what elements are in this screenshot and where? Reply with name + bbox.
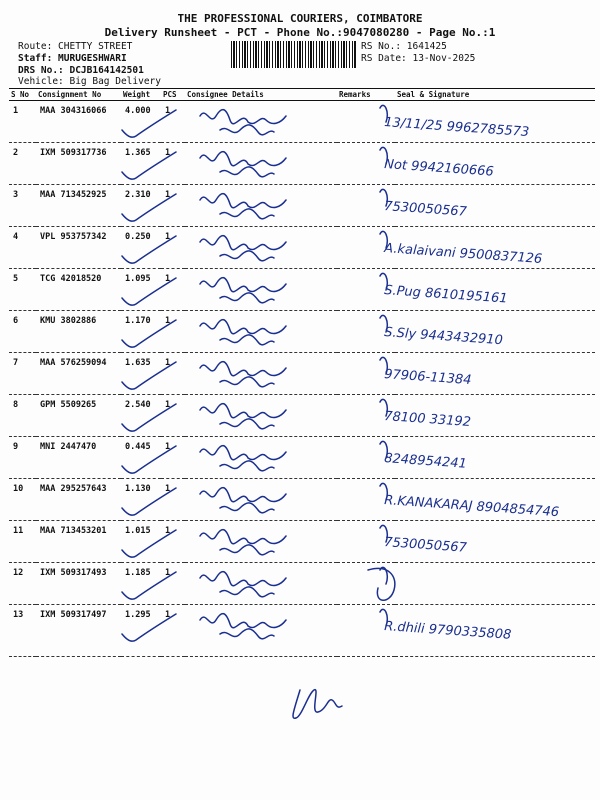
row-weight: 1.130 — [121, 479, 161, 521]
row-pcs: 1 — [161, 185, 185, 227]
consignee-handwriting — [200, 320, 286, 334]
consignee-handwriting — [200, 278, 286, 292]
row-sno: 12 — [9, 563, 36, 605]
col-sno: S No — [9, 89, 36, 101]
row-weight: 4.000 — [121, 101, 161, 143]
row-sno: 4 — [9, 227, 36, 269]
row-weight: 1.015 — [121, 521, 161, 563]
row-consignment: IXM 509317497 — [36, 605, 121, 657]
row-weight: 0.250 — [121, 227, 161, 269]
row-pcs: 1 — [161, 269, 185, 311]
signature-text: A.kalaivani 9500837126 — [383, 241, 543, 268]
signature-text: 97906-11384 — [383, 367, 472, 389]
row-sno: 13 — [9, 605, 36, 657]
consignee-handwriting — [220, 209, 274, 219]
check-mark-icon — [122, 362, 176, 389]
check-mark-icon — [122, 614, 176, 641]
row-pcs: 1 — [161, 521, 185, 563]
col-consignment: Consignment No — [36, 89, 121, 101]
row-consignment: MNI 2447470 — [36, 437, 121, 479]
row-consignment: MAA 576259094 — [36, 353, 121, 395]
row-pcs: 1 — [161, 101, 185, 143]
consignee-handwriting — [220, 419, 274, 429]
row-sno: 6 — [9, 311, 36, 353]
route-label: Route: CHETTY STREET — [18, 41, 133, 52]
row-sno: 5 — [9, 269, 36, 311]
row-consignment: TCG 42018520 — [36, 269, 121, 311]
row-weight: 2.310 — [121, 185, 161, 227]
company-title: THE PROFESSIONAL COURIERS, COIMBATORE — [177, 12, 423, 25]
row-consignment: VPL 953757342 — [36, 227, 121, 269]
row-sno: 9 — [9, 437, 36, 479]
consignee-handwriting — [220, 545, 274, 555]
staff-label: Staff: MURUGESHWARI — [18, 53, 127, 64]
consignee-handwriting — [220, 125, 274, 135]
signature-text: S.Sly 9443432910 — [383, 325, 504, 349]
row-sno: 10 — [9, 479, 36, 521]
row-consignment: MAA 713452925 — [36, 185, 121, 227]
row-weight: 1.635 — [121, 353, 161, 395]
consignee-handwriting — [220, 335, 274, 345]
consignee-handwriting — [220, 377, 274, 387]
row-weight: 1.185 — [121, 563, 161, 605]
row-consignment: MAA 295257643 — [36, 479, 121, 521]
consignee-handwriting — [200, 446, 286, 460]
check-mark-icon — [122, 194, 176, 221]
runsheet-title: Delivery Runsheet - PCT - Phone No.:9047080280 - Page No.:1 — [104, 26, 496, 39]
signature-text: Not 9942160666 — [383, 157, 495, 180]
row-sno: 2 — [9, 143, 36, 185]
col-consignee: Consignee Details — [185, 89, 337, 101]
consignee-handwriting — [200, 110, 286, 124]
consignee-handwriting — [200, 194, 286, 208]
consignee-handwriting — [220, 293, 274, 303]
row-sno: 1 — [9, 101, 36, 143]
signature-text: R.KANAKARAJ 8904854746 — [383, 493, 560, 521]
signature-text: 8248954241 — [383, 451, 468, 472]
consignee-handwriting — [220, 629, 274, 639]
check-mark-icon — [122, 572, 176, 599]
consignee-handwriting — [220, 587, 274, 597]
row-consignment: IXM 509317736 — [36, 143, 121, 185]
row-weight: 1.170 — [121, 311, 161, 353]
row-pcs: 1 — [161, 353, 185, 395]
consignee-handwriting — [200, 530, 286, 544]
signature-text: 78100 33192 — [383, 409, 472, 431]
row-pcs: 1 — [161, 311, 185, 353]
row-pcs: 1 — [161, 479, 185, 521]
check-mark-icon — [122, 404, 176, 431]
check-mark-icon — [122, 110, 176, 137]
row-sno: 7 — [9, 353, 36, 395]
row-sno: 8 — [9, 395, 36, 437]
check-mark-icon — [122, 530, 176, 557]
consignee-handwriting — [200, 152, 286, 166]
row-pcs: 1 — [161, 563, 185, 605]
check-mark-icon — [122, 446, 176, 473]
row-consignment: KMU 3802886 — [36, 311, 121, 353]
rs-number: RS No.: 1641425 — [361, 41, 447, 52]
row-pcs: 1 — [161, 227, 185, 269]
vehicle-label: Vehicle: Big Bag Delivery — [18, 76, 161, 87]
signature-text: S.Pug 8610195161 — [383, 283, 509, 307]
row-weight: 2.540 — [121, 395, 161, 437]
signature-text: 7530050567 — [383, 199, 468, 220]
check-mark-icon — [122, 488, 176, 515]
consignee-handwriting — [200, 362, 286, 376]
row-weight: 1.295 — [121, 605, 161, 657]
check-mark-icon — [122, 320, 176, 347]
check-mark-icon — [122, 278, 176, 305]
row-pcs: 1 — [161, 143, 185, 185]
signature-text: R.dhili 9790335808 — [383, 619, 512, 643]
rs-date: RS Date: 13-Nov-2025 — [361, 53, 476, 64]
check-mark-icon — [122, 236, 176, 263]
row-pcs: 1 — [161, 395, 185, 437]
consignee-handwriting — [200, 488, 286, 502]
drs-label: DRS No.: DCJB164142501 — [18, 65, 144, 76]
signature-text: 7530050567 — [383, 535, 468, 556]
col-pcs: PCS — [161, 89, 185, 101]
consignee-handwriting — [220, 167, 274, 177]
row-pcs: 1 — [161, 437, 185, 479]
page-signature — [293, 690, 342, 719]
row-weight: 1.095 — [121, 269, 161, 311]
consignee-handwriting — [200, 614, 286, 628]
col-signature: Seal & Signature — [395, 89, 595, 101]
consignee-handwriting — [200, 572, 286, 586]
signature-text: 13/11/25 9962785573 — [383, 115, 530, 141]
consignee-handwriting — [200, 236, 286, 250]
row-consignment: MAA 304316066 — [36, 101, 121, 143]
row-consignment: MAA 713453201 — [36, 521, 121, 563]
row-pcs: 1 — [161, 605, 185, 657]
signature-stroke — [368, 568, 395, 600]
consignee-handwriting — [200, 404, 286, 418]
row-weight: 1.365 — [121, 143, 161, 185]
row-consignment: IXM 509317493 — [36, 563, 121, 605]
col-weight: Weight — [121, 89, 161, 101]
col-remarks: Remarks — [337, 89, 395, 101]
row-consignment: GPM 5509265 — [36, 395, 121, 437]
consignee-handwriting — [220, 503, 274, 513]
row-weight: 0.445 — [121, 437, 161, 479]
check-mark-icon — [122, 152, 176, 179]
consignee-handwriting — [220, 461, 274, 471]
consignee-handwriting — [220, 251, 274, 261]
row-sno: 3 — [9, 185, 36, 227]
row-sno: 11 — [9, 521, 36, 563]
